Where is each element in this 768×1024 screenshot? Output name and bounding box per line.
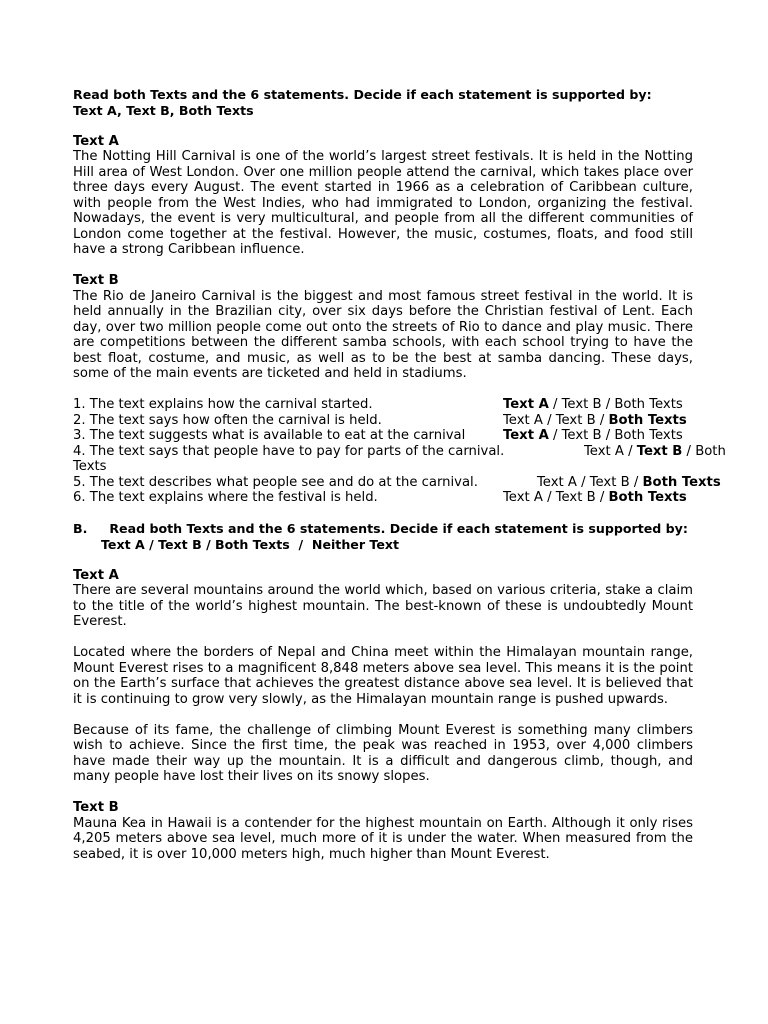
option-both-texts[interactable]: Both Texts	[642, 474, 721, 490]
text-a-title: Text A	[73, 567, 119, 583]
option-both-texts-cont: Texts	[73, 459, 107, 474]
option-text-a[interactable]: Text A	[503, 397, 549, 412]
text-b-body: Mauna Kea in Hawaii is a contender for the highest mountain on Earth. Although it only rises 4,205 meters above sea level, much more of it is under the water. When measured from the seabed, it is over 10,000 meters high, much higher than Mount Everest.	[73, 815, 693, 862]
text-b-title: Text B	[73, 273, 119, 288]
option-text-b[interactable]: Text B	[555, 490, 596, 505]
instruction-text: Read both Texts and the 6 statements. Decide if each statement is supported by:	[73, 87, 652, 102]
option-both-texts[interactable]: Both Texts	[608, 412, 687, 428]
answer-options: Text A / Text B / Both Texts	[503, 412, 687, 428]
option-text-b[interactable]: Text B	[589, 474, 630, 490]
section-b-options: Text A / Text B / Both Texts / Neither Text	[101, 536, 400, 552]
text-a-body: The Notting Hill Carnival is one of the world’s largest street festivals. It is held in the Notting Hill area of West London. Over one million people attend the carnival, which takes place over three days every August. The event started in 1966 as a celebration of Caribbean culture, with people from the West Indies, who had immigrated to London, organizing the festival. Nowadays, the event is very multicultural, and people from all the different communities of London come together at the festival. However, the music, costumes, floats, and food still have a strong Caribbean influence.	[73, 149, 693, 257]
answer-options: Text A / Text B / Both Texts	[503, 490, 687, 505]
instruction-options: Text A, Text B, Both Texts	[73, 102, 254, 118]
option-text-b[interactable]: Text B	[561, 397, 602, 412]
statement-row	[73, 443, 726, 460]
option-text-a[interactable]: Text A	[503, 428, 549, 443]
statement-text: 4. The text says that people have to pay for parts of the carnival.	[73, 443, 505, 459]
option-both-texts[interactable]: Both Texts	[614, 397, 683, 412]
option-text-a[interactable]: Text A	[503, 412, 543, 428]
statement-row	[73, 490, 693, 506]
option-text-b[interactable]: Text B	[561, 428, 602, 443]
section-a-instruction	[73, 87, 693, 118]
statement-row	[73, 474, 721, 491]
section-b-instruction	[73, 521, 693, 537]
option-both-texts[interactable]: Both Texts	[608, 490, 687, 505]
text-a-para-2: Located where the borders of Nepal and China meet within the Himalayan mountain range, Mount Everest rises to a magnificent 8,848 meters above sea level. This means it is the point on the Earth’s surface that achieves the greatest distance above sea level. It is believed that it is continuing to grow very slowly, as the Himalayan mountain range is pushed upwards.	[73, 645, 693, 707]
option-both-texts[interactable]: Both Texts	[614, 428, 683, 443]
statement-row	[73, 397, 693, 413]
text-b-body: The Rio de Janeiro Carnival is the biggest and most famous street festival in the world. It is held annually in the Brazilian city, over six days before the Christian festival of Lent. Each day, over two million people come out onto the streets of Rio to dance and play music. There are competitions between the different samba schools, with each school trying to have the best float, costume, and music, as well as to be the best at samba dancing. These days, some of the main events are ticketed and held in stadiums.	[73, 288, 693, 381]
option-text-a[interactable]: Text A	[537, 474, 577, 490]
statement-row	[73, 413, 693, 429]
text-a-title: Text A	[73, 133, 119, 149]
statement-text: 3. The text suggests what is available to eat at the carnival	[73, 428, 466, 443]
statement-list	[73, 397, 726, 506]
answer-options: Text A / Text B / Both Texts	[537, 474, 721, 490]
statement-text: 6. The text explains where the festival is held.	[73, 490, 378, 505]
instruction-text: Read both Texts and the 6 statements. Decide if each statement is supported by:	[109, 521, 688, 536]
statement-text: 1. The text explains how the carnival started.	[73, 397, 373, 412]
answer-options: Text A / Text B / Both	[584, 443, 726, 459]
answer-options: Text A / Text B / Both Texts	[503, 428, 683, 443]
worksheet	[73, 87, 726, 862]
statement-row-continuation	[73, 459, 693, 475]
option-text-a[interactable]: Text A	[503, 490, 543, 505]
option-both-texts[interactable]: Both	[695, 443, 726, 459]
statement-text: 5. The text describes what people see and do at the carnival.	[73, 474, 478, 490]
section-b-label: B.	[73, 521, 88, 536]
text-b-title: Text B	[73, 800, 119, 815]
statement-row	[73, 428, 693, 444]
option-text-b[interactable]: Text B	[636, 443, 683, 459]
statement-text: 2. The text says how often the carnival is held.	[73, 412, 382, 428]
option-text-b[interactable]: Text B	[555, 412, 596, 428]
option-text-a[interactable]: Text A	[584, 443, 624, 459]
text-a-para-3: Because of its fame, the challenge of climbing Mount Everest is something many climbers wish to achieve. Since the first time, the peak was reached in 1953, over 4,000 climbers have made their way up the mountain. It is a difficult and dangerous climb, though, and many people have lost their lives on its snowy slopes.	[73, 722, 693, 784]
text-a-para-1: There are several mountains around the world which, based on various criteria, stake a claim to the title of the world’s highest mountain. The best-known of these is undoubtedly Mount Everest.	[73, 583, 693, 629]
answer-options: Text A / Text B / Both Texts	[503, 397, 683, 412]
